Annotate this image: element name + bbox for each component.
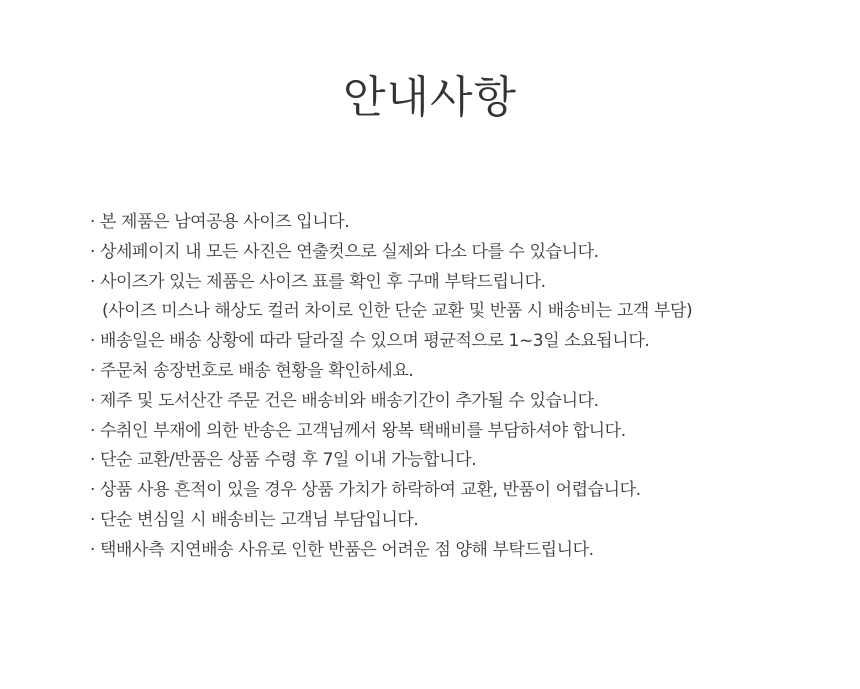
notice-item: · 단순 변심일 시 배송비는 고객님 부담입니다. (90, 509, 419, 530)
notice-list (90, 208, 830, 566)
notice-item: · 제주 및 도서산간 주문 건은 배송비와 배송기간이 추가될 수 있습니다. (90, 390, 599, 411)
notice-subnote-text: (사이즈 미스나 해상도 컬러 차이로 인한 단순 교환 및 반품 시 배송비는 고객 부담) (102, 301, 693, 322)
page-title: 안내사항 (342, 72, 517, 123)
notice-item: · 사이즈가 있는 제품은 사이즈 표를 확인 후 구매 부탁드립니다. (90, 271, 546, 292)
notice-item: · 택배사측 지연배송 사유로 인한 반품은 어려운 점 양해 부탁드립니다. (90, 539, 594, 560)
notice-item-subnote (90, 297, 830, 327)
notice-item: · 수취인 부재에 의한 반송은 고객님께서 왕복 택배비를 부담하셔야 합니다. (90, 420, 626, 441)
notice-item: · 상세페이지 내 모든 사진은 연출컷으로 실제와 다소 다를 수 있습니다. (90, 241, 599, 262)
notice-item: · 상품 사용 흔적이 있을 경우 상품 가치가 하락하여 교환, 반품이 어렵습니다. (90, 480, 641, 501)
notice-item: · 단순 교환/반품은 상품 수령 후 7일 이내 가능합니다. (90, 450, 477, 471)
notice-item: · 배송일은 배송 상황에 따라 달라질 수 있으며 평균적으로 1~3일 소요됩니다. (90, 331, 650, 352)
notice-item: · 주문처 송장번호로 배송 현황을 확인하세요. (90, 360, 414, 381)
notice-item: · 본 제품은 남여공용 사이즈 입니다. (90, 212, 350, 232)
